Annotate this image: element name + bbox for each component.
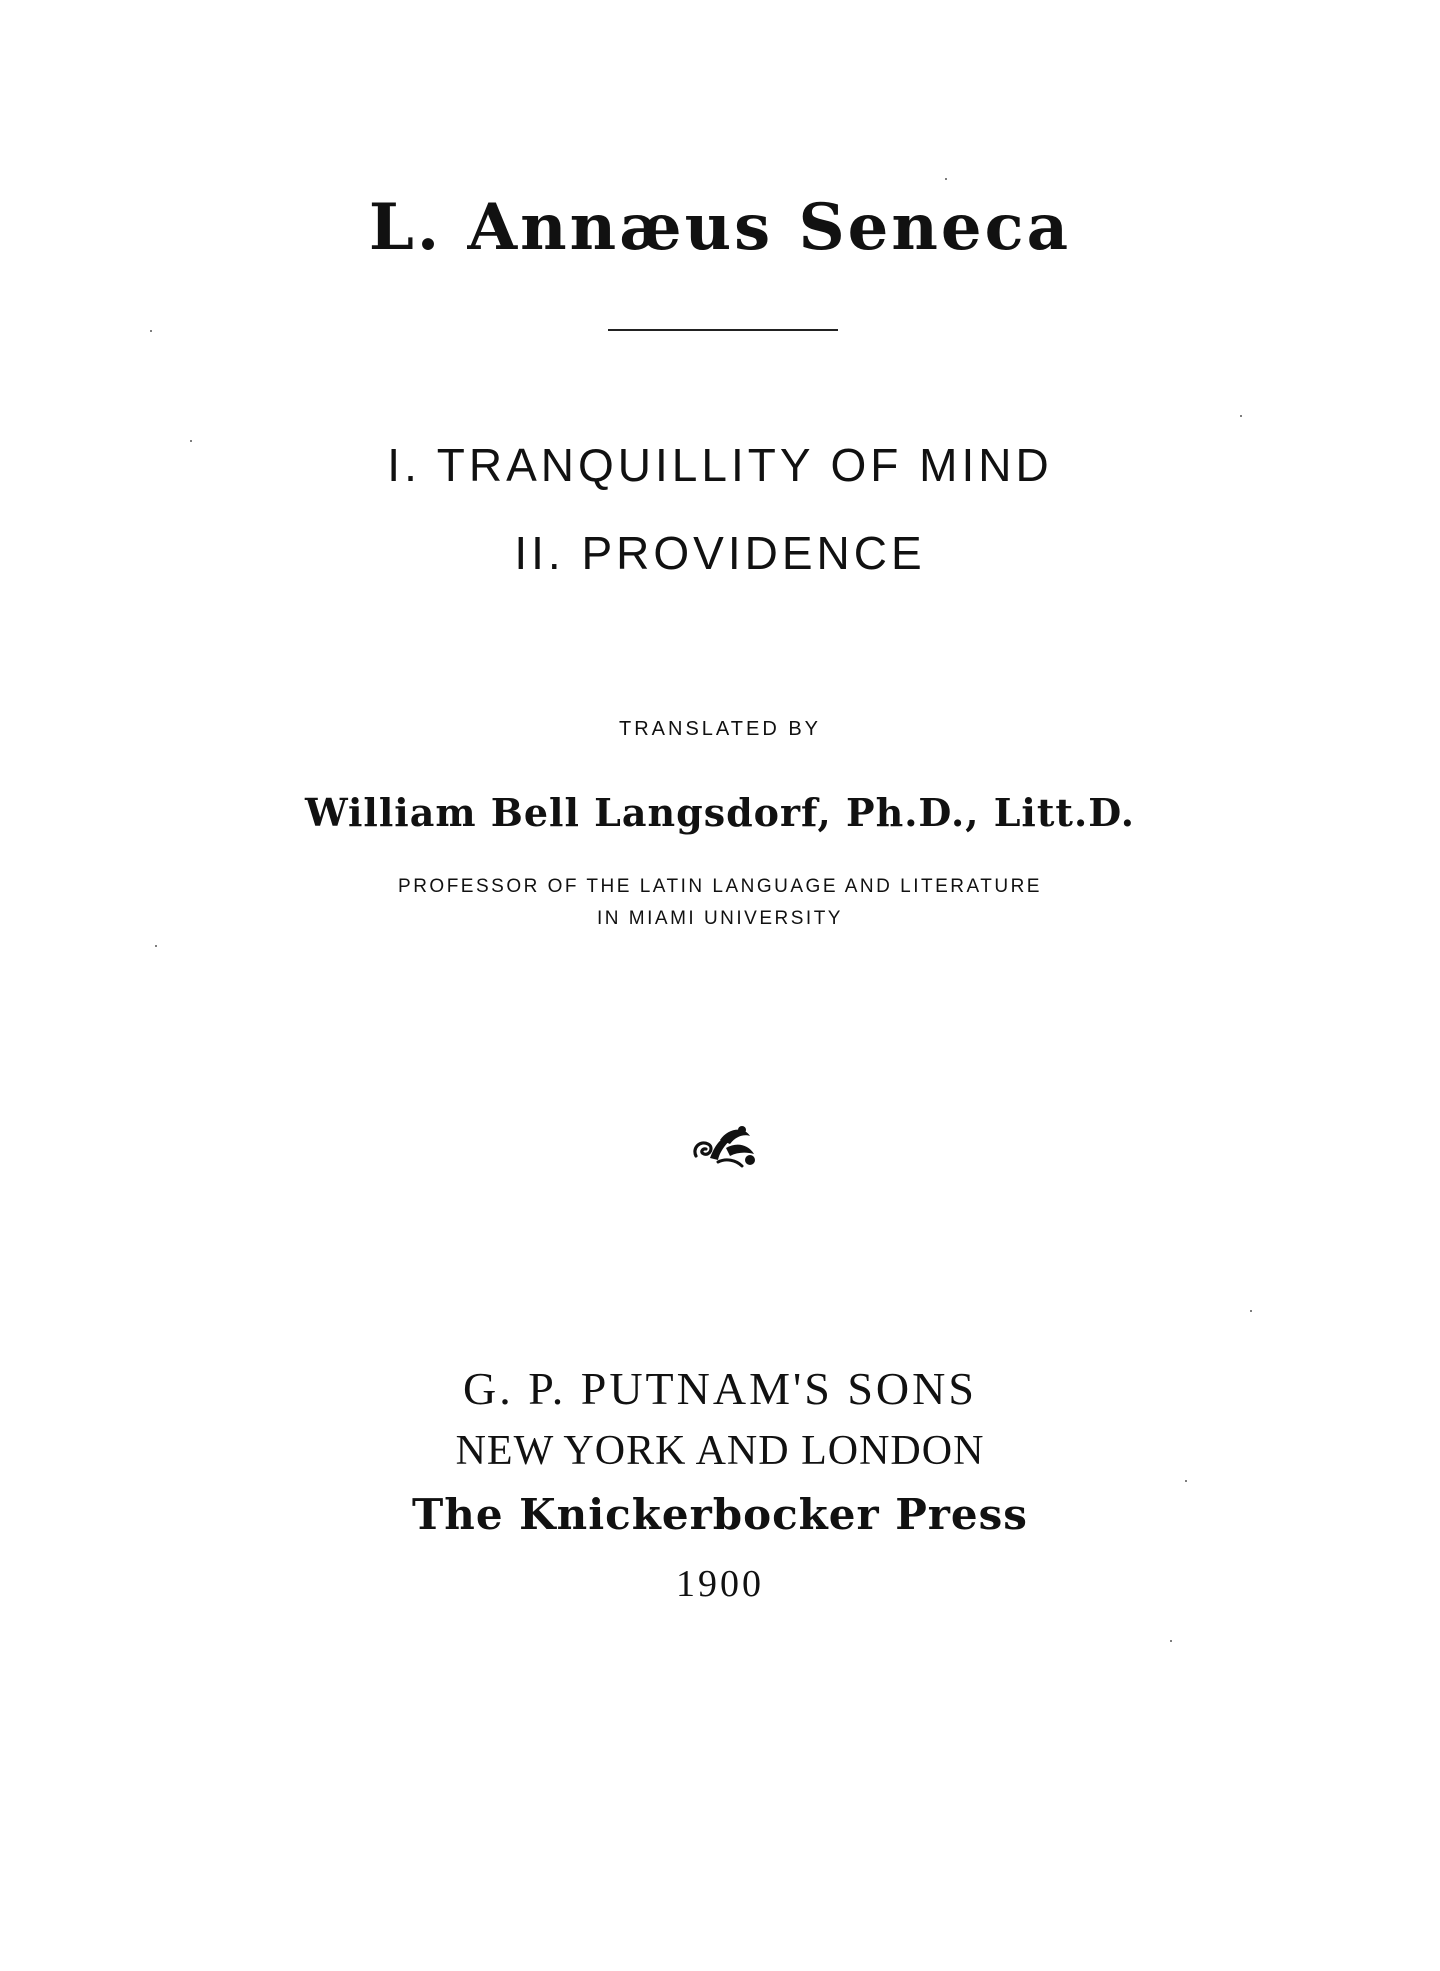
paper-speck — [1240, 415, 1242, 417]
work-title-2: II. PROVIDENCE — [514, 527, 926, 579]
translator-affiliation-line-2: IN MIAMI UNIVERSITY — [597, 908, 843, 929]
paper-speck — [1170, 1640, 1172, 1642]
publication-year: 1900 — [676, 1563, 764, 1605]
paper-speck — [155, 945, 157, 947]
paper-speck — [1250, 1310, 1252, 1312]
title-rule — [608, 329, 838, 331]
translated-by-label: TRANSLATED BY — [619, 718, 821, 740]
publisher-name: G. P. PUTNAM'S SONS — [463, 1363, 977, 1414]
translator-name: William Bell Langsdorf, Ph.D., Litt.D. — [304, 790, 1136, 835]
paper-speck — [1185, 1480, 1187, 1482]
paper-speck — [150, 330, 152, 332]
publisher-location: NEW YORK AND LONDON — [455, 1428, 985, 1474]
paper-speck — [945, 178, 947, 180]
paper-speck — [190, 440, 192, 442]
fleuron-icon — [690, 1122, 760, 1172]
translator-affiliation-line-1: PROFESSOR OF THE LATIN LANGUAGE AND LITERATURE — [398, 876, 1042, 897]
press-name: The Knickerbocker Press — [412, 1490, 1028, 1539]
work-title-1: I. TRANQUILLITY OF MIND — [387, 439, 1053, 491]
author-name: L. Annæus Seneca — [368, 190, 1072, 265]
